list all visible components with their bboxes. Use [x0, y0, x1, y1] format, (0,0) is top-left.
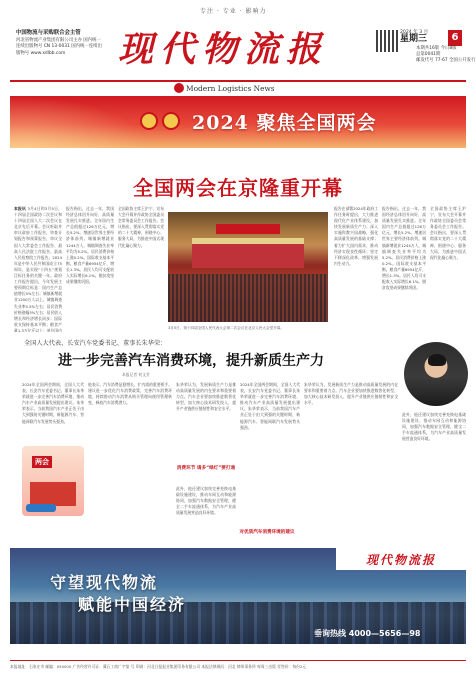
masthead [0, 0, 476, 82]
stage [192, 238, 304, 268]
story2-column-6 [304, 382, 398, 542]
story1-column-1 [14, 206, 62, 332]
issue-line-1: 本期共16版 今日8版 [416, 46, 457, 51]
ad-slogan-2: 赋能中国经济 [78, 595, 187, 614]
newspaper-logo: 现代物流报 [118, 29, 329, 70]
story1-text-3: 全国政协主席王沪宁，宣布大会开幕并作政协全国委员会常务委员会工作报告。会议指出，要深入贯彻落实党的二十大精神，围绕中心、服务大局，为推进中国式现代化凝心聚力。 [118, 206, 164, 248]
story1-column-6 [430, 206, 466, 332]
ad-brand: 现代物流报 [366, 553, 437, 567]
story2-column-4 [176, 486, 236, 542]
national-emblem-icon [140, 112, 158, 130]
date-line: 2024 年 3 月 [400, 30, 429, 35]
ad-hotline[interactable]: 垂询热线 4000—5656—98 [314, 629, 421, 638]
ad-slogan-1: 守望现代物流 [50, 573, 159, 592]
story2-column-5 [240, 382, 300, 526]
story2-column-2 [88, 382, 172, 542]
audience-seats [168, 274, 328, 322]
issue-line-2: 总第0041期 [416, 52, 441, 57]
hall-building [30, 482, 76, 506]
two-sessions-banner [10, 96, 466, 148]
photo-caption: 3月5日，第十四届全国人民代表大会第二次会议在北京人民大会堂开幕。 [168, 326, 284, 330]
story1-column-3 [118, 206, 164, 332]
issue-line-3: 邮发代号 77-67 全国公开发行 [416, 58, 476, 63]
car-icon [26, 504, 56, 512]
byline: 本报讯 [14, 206, 27, 211]
pull-quote-2: 对优质汽车消费环境的建议 [239, 530, 295, 535]
story1-column-5 [382, 206, 426, 332]
two-sessions-illustration [22, 446, 84, 516]
congress-photo [168, 212, 328, 322]
slogan: 专注 · 专业 · 影响力 [200, 8, 267, 15]
date-block [400, 30, 428, 42]
publisher-body: 河北省物流产业集团有限公司主办 国内统一连续出版物号 CN 13-0031 国内统一连续出版物号 www.xdlbb.com [16, 38, 102, 56]
page-footer: 本报地址：石家庄市 邮编：050000 广告经营许可证：冀石工商广字第 号 印刷：河北日报报业集团印务有限公司 本报法律顾问：河北 律师事务所 每周三出版 零售价：每份2元 [10, 660, 466, 669]
story1-column-2 [66, 206, 114, 332]
logo-english: Modern Logistics News [186, 84, 275, 93]
story2-text-5: 2024年全国两会期间，全国人大代表，长安汽车党委书记、董事长朱华荣就进一步完善汽车消费环境、推动汽车产业高质量发展提出建议。朱华荣表示，当前我国汽车产业正处于由大到强的关键时期，新能源汽车、智能网联汽车发展势头强劲。 [240, 382, 300, 430]
weekday: 星期三 [400, 34, 428, 44]
cppcc-emblem-icon [162, 112, 180, 130]
story2-text-3: 朱华荣认为，发展新质生产力是推动高质量发展的内在要求和重要着力点。汽车企业要加快推进数智化转型，加大核心技术研发投入，提升产业链供应链韧性和安全水平。 [176, 382, 236, 412]
story2-text-2: 他表示，汽车消费是稳增长、扩内需的重要抓手。建议进一步优化汽车消费政策，完善汽车消费环境，持续推动汽车消费从购买管理向使用管理转变，释放汽车消费潜力。 [88, 382, 172, 406]
story1-text-4: 报告在部署2024年政府工作任务时提出，大力推进现代化产业体系建设，加快发展新质生产力；深入实施科教兴国战略，强化高质量发展的基础支撑；着力扩大国内需求，推动经济实现良性循环；坚定不移深化改革，增强发展内生动力。 [334, 206, 378, 266]
publisher-line: 中国物流与采购联合会主管 [16, 30, 81, 36]
issue-info [416, 46, 475, 64]
headline-secondary[interactable]: 进一步完善汽车消费环境，提升新质生产力 [58, 353, 324, 369]
masthead-divider [10, 80, 466, 82]
logo-badge-icon [174, 83, 184, 93]
story1-text-6: 全国政协主席王沪宁，宣布大会开幕并作政协全国委员会常务委员会工作报告。会议指出，要深入贯彻落实党的二十大精神，围绕中心、服务大局，为推进中国式现代化凝心聚力。 [430, 206, 466, 260]
advertisement[interactable] [10, 548, 466, 644]
headline-main[interactable]: 全国两会在京隆重开幕 [133, 176, 343, 200]
story2-column-7 [402, 412, 466, 542]
story1-text-2: 报告指出，过去一年，我国经济总体回升向好，高质量发展扎实推进。全年国内生产总值超过126万亿元，增长5.2%，增速居世界主要经济体前列。城镇新增就业1244万人，城镇调查失业率平均为5.2%。居民消费价格上涨0.2%。国际收支基本平衡。粮食产量6954亿斤，增长1.3%。居民人均可支配收入实际增长6.1%。脱贫攻坚成果继续巩固。 [66, 206, 114, 285]
story2-text-1: 2024年全国两会期间，全国人大代表，长安汽车党委书记、董事长朱华荣就进一步完善汽车消费环境、推动汽车产业高质量发展提出建议。朱华荣表示，当前我国汽车产业正处于由大到强的关键时期，新能源汽车、智能网联汽车发展势头强劲。 [22, 382, 84, 424]
qr-code-icon [376, 30, 398, 52]
story2-text-7: 此外，他还建议加快完善充换电基础设施建设，推动车网互动和能源协同，加强汽车数据安全管理，健全二手车流通体系，为汽车产业高质量发展营造良好环境。 [402, 412, 466, 442]
day-number: 6 [448, 30, 462, 46]
ad-logo-strip [336, 548, 466, 570]
story2-kicker: 全国人大代表，长安汽车党委书记、董事长朱华荣： [24, 340, 167, 347]
illustration-label: 两会 [32, 456, 52, 468]
story1-text-5: 报告指出，过去一年，我国经济总体回升向好，高质量发展扎实推进。全年国内生产总值超过126万亿元，增长5.2%，增速居世界主要经济体前列。城镇新增就业1244万人，城镇调查失业率平均为5.2%。居民消费价格上涨0.2%。国际收支基本平衡。粮食产量6954亿斤，增长1.3%。居民人均可支配收入实际增长6.1%。脱贫攻坚成果继续巩固。 [382, 206, 426, 291]
author-line: 本报记者 何文芳 [122, 372, 150, 377]
story2-text-6: 朱华荣认为，发展新质生产力是推动高质量发展的内在要求和重要着力点。汽车企业要加快推进数智化转型，加大核心技术研发投入，提升产业链供应链韧性和安全水平。 [304, 382, 398, 406]
author-portrait [404, 342, 468, 406]
story1-column-4 [334, 206, 378, 332]
publisher-info [16, 30, 104, 57]
story2-text-4: 此外，他还建议加快完善充换电基础设施建设，推动车网互动和能源协同，加强汽车数据安全管理，健全二手车流通体系，为汽车产业高质量发展营造良好环境。 [176, 486, 236, 516]
story2-column-1 [22, 382, 84, 442]
banner-title: 2024 聚焦全国两会 [192, 112, 377, 134]
story2-column-3 [176, 382, 236, 466]
pull-quote-1: 消费环节 请多“绿灯”要打通 [176, 466, 236, 471]
stage-banner [216, 224, 280, 234]
story1-text-1: 3月4日和3月5日，十四届全国政协二次会议和十四届全国人大二次会议在北京先后开幕。会议听取并审议政府工作报告，审查计划报告和预算报告，审议全国人大常委会工作报告、最高人民法院工作报告、最高人民检察院工作报告。2024年是中华人民共和国成立75周年，是实现“十四五”规划目标任务的关键一年。政府工作报告提出，今年发展主要预期目标是：国内生产总值增长5%左右；城镇新增就业1200万人以上，城镇调查失业率5.5%左右；居民消费价格涨幅3%左右；居民收入增长和经济增长同步；国际收支保持基本平衡；粮食产量1.3万亿斤以上；单位国内 [14, 206, 62, 332]
